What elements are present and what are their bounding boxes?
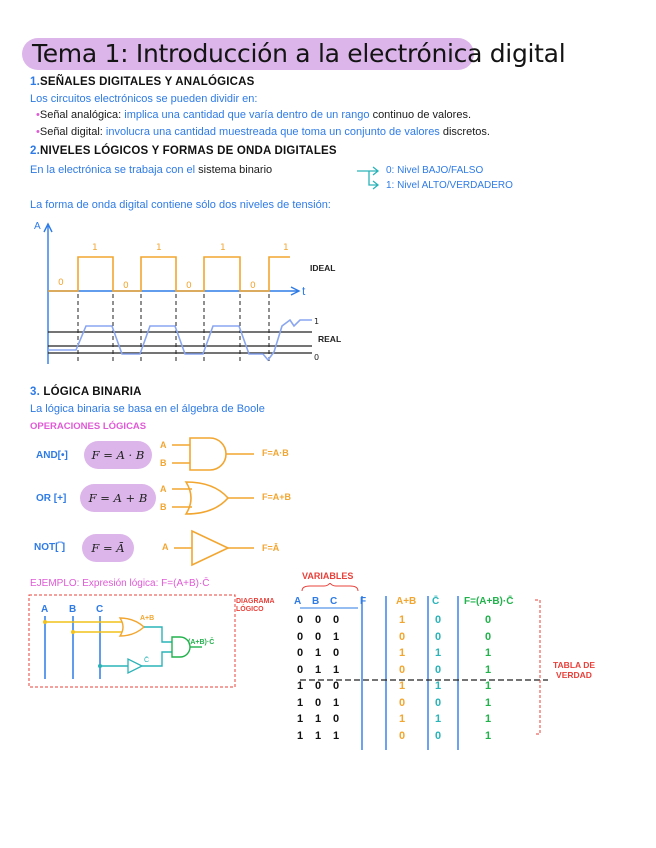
section1-title: SEÑALES DIGITALES Y ANALÓGICAS [40, 76, 255, 88]
truth-table-cell: 1 [434, 647, 442, 659]
truth-table-cell: 0 [296, 647, 304, 659]
section3-heading [30, 386, 142, 398]
truth-table-cell: 0 [332, 647, 340, 659]
level-one: 1: Nivel ALTO/VERDADERO [386, 180, 513, 191]
truth-table-cell: 1 [332, 630, 340, 643]
diagram-or-out: A+B [140, 615, 155, 622]
truth-table-cell: 1 [484, 696, 492, 709]
section2-title: NIVELES LÓGICOS Y FORMAS DE ONDA DIGITALES [40, 145, 337, 157]
truth-table-cell: 0 [314, 630, 322, 643]
truth-table-cell: 1 [332, 696, 340, 709]
not-in-a: A [162, 542, 169, 552]
or-gate-symbol [168, 480, 264, 516]
truth-table-cell: 1 [484, 729, 492, 742]
truth-table-lines [300, 594, 550, 754]
truth-table-header: F [360, 596, 367, 607]
section2-number: 2. [30, 145, 40, 157]
diagram-label: DIAGRAMA LÓGICO [236, 598, 275, 613]
bullet-digital-label: Señal digital: [39, 126, 103, 138]
truth-table-cell: 1 [332, 663, 340, 676]
truth-table-cell: 0 [434, 696, 442, 709]
truth-table-header: A [294, 596, 302, 607]
and-gate-symbol [168, 436, 264, 472]
example-label: EJEMPLO: Expresión lógica: [30, 578, 159, 589]
truth-table-cell: 0 [398, 696, 406, 709]
and-in-a: A [160, 440, 167, 450]
not-formula-pill: F = Ā [82, 534, 134, 562]
diagram-var-a: A [41, 604, 49, 615]
axis-a-label: A [34, 221, 41, 232]
bullet-analog-text: implica una cantidad que varía dentro de un rango [124, 109, 370, 121]
truth-table-label: TABLA DE VERDAD [552, 660, 596, 680]
truth-table-cell: 0 [434, 630, 442, 643]
or-formula-pill: F = A + B [80, 484, 156, 512]
section2-intro-a: En la electrónica se trabaja con el [30, 164, 196, 176]
variables-brace [300, 583, 360, 593]
truth-table-cell: 1 [484, 680, 492, 692]
page-title: Tema 1: Introducción a la electrónica digital [32, 39, 566, 68]
truth-table-cell: 0 [314, 614, 322, 626]
section3-number: 3. [30, 386, 40, 398]
truth-table-cell: 1 [314, 647, 322, 659]
section3-intro-text: La lógica binaria se basa en el álgebra de Boole [30, 403, 265, 415]
waveform-text: La forma de onda digital contiene sólo dos niveles de tensión: [30, 199, 331, 211]
section3-title: LÓGICA BINARIA [43, 386, 142, 398]
bullet-analog-tail: continuo de valores. [372, 109, 472, 121]
not-gate-symbol [170, 528, 262, 568]
truth-table-cell: 0 [434, 663, 442, 676]
not-output: F=Ā [262, 543, 280, 553]
truth-table-cell: 1 [434, 713, 442, 725]
truth-table-cell: 1 [332, 729, 340, 742]
truth-table-cell: 1 [296, 729, 304, 742]
truth-table-cell: 0 [332, 680, 340, 692]
diagram-and-out: (A+B)·C̄ [188, 639, 215, 646]
diagram-var-c: C [96, 604, 104, 615]
ideal-zero-2: 0 [123, 281, 129, 291]
truth-table-cell: 1 [398, 614, 406, 626]
ideal-zero-3: 0 [186, 281, 192, 291]
or-label: OR [+] [36, 493, 67, 504]
truth-table-cell: 0 [296, 663, 304, 676]
real-high-mark: 1 [314, 317, 320, 326]
or-output: F=A+B [262, 492, 292, 502]
truth-table-header: B [312, 596, 320, 607]
bullet-analog-label: Señal analógica: [39, 109, 122, 121]
truth-table-cell: 1 [484, 647, 492, 659]
truth-table-cell: 0 [434, 614, 442, 626]
truth-table-cell: 1 [398, 680, 406, 692]
section2-intro-b: sistema binario [198, 164, 273, 176]
variables-label: VARIABLES [302, 571, 354, 581]
level-zero: 0: Nivel BAJO/FALSO [386, 165, 484, 176]
truth-table-cell: 0 [398, 729, 406, 742]
truth-table-cell: 1 [484, 713, 492, 725]
truth-table-cell: 0 [484, 614, 492, 626]
ideal-one-1: 1 [92, 243, 98, 253]
section1-number: 1. [30, 76, 40, 88]
truth-table-cell: 1 [296, 696, 304, 709]
truth-table-cell: 1 [398, 713, 406, 725]
section1-heading [30, 76, 255, 88]
truth-table-cell: 0 [332, 614, 340, 626]
ideal-zero-1: 0 [58, 278, 64, 288]
ideal-zero-4: 0 [250, 281, 256, 291]
truth-table-cell: 0 [314, 696, 322, 709]
truth-table-cell: 1 [314, 729, 322, 742]
diagram-not-out: C̄ [144, 657, 150, 664]
bullet-analog: •Señal analógica: implica una cantidad que varía dentro de un rango continuo de valores. [36, 109, 472, 121]
and-output: F=A·B [262, 448, 289, 458]
truth-table-cell: 1 [434, 680, 442, 692]
truth-table-cell: 0 [434, 729, 442, 742]
example-heading [30, 577, 210, 591]
truth-table-cell: 0 [398, 663, 406, 676]
ideal-label: IDEAL [310, 263, 336, 273]
truth-table-cell: 0 [332, 713, 340, 725]
truth-table-cell: 1 [314, 663, 322, 676]
or-in-b: B [160, 502, 167, 512]
example-expression: F=(A+B)·C̄ [161, 578, 210, 589]
truth-table-cell: 1 [484, 663, 492, 676]
truth-table-header: A+B [396, 596, 417, 607]
truth-table-cell: 0 [314, 680, 322, 692]
and-label: AND[•] [36, 450, 68, 461]
section2-intro [30, 163, 272, 177]
truth-table-cell: 1 [296, 680, 304, 692]
truth-table-cell: 0 [296, 614, 304, 626]
bullet-digital-tail: discretos. [442, 126, 490, 138]
bullet-digital-text: involucra una cantidad muestreada que toma un conjunto de valores [105, 126, 440, 138]
truth-table-cell: 0 [398, 630, 406, 643]
ideal-one-3: 1 [220, 243, 226, 253]
section2-heading [30, 145, 337, 157]
section1-intro: Los circuitos electrónicos se pueden dividir en: [30, 93, 258, 105]
truth-table-cell: 0 [296, 630, 304, 643]
truth-table-header: C̄ [432, 596, 440, 607]
not-label: NOT[‾] [34, 542, 66, 553]
truth-table-cell: 0 [484, 630, 492, 643]
logic-diagram-box [28, 594, 238, 690]
diagram-var-b: B [69, 604, 77, 615]
truth-table-cell: 1 [398, 647, 406, 659]
truth-table-header: C [330, 596, 338, 607]
or-in-a: A [160, 484, 167, 494]
section3-intro [30, 402, 265, 416]
bullet-digital: •Señal digital: involucra una cantidad muestreada que toma un conjunto de valores discretos. [36, 126, 490, 138]
real-low-mark: 0 [314, 353, 320, 362]
ideal-one-4: 1 [283, 243, 289, 253]
binary-branch-arrows [355, 163, 385, 191]
truth-table-header: F=(A+B)·C̄ [464, 596, 514, 607]
real-label: REAL [318, 334, 342, 344]
axis-t-label: t [302, 284, 306, 298]
ops-title: OPERACIONES LÓGICAS [30, 421, 147, 432]
and-in-b: B [160, 458, 167, 468]
digital-waveform-diagram [28, 214, 348, 370]
ideal-one-2: 1 [156, 243, 162, 253]
truth-table-cell: 1 [314, 713, 322, 725]
truth-table-cell: 1 [296, 713, 304, 725]
and-formula-pill: F = A · B [84, 441, 152, 469]
